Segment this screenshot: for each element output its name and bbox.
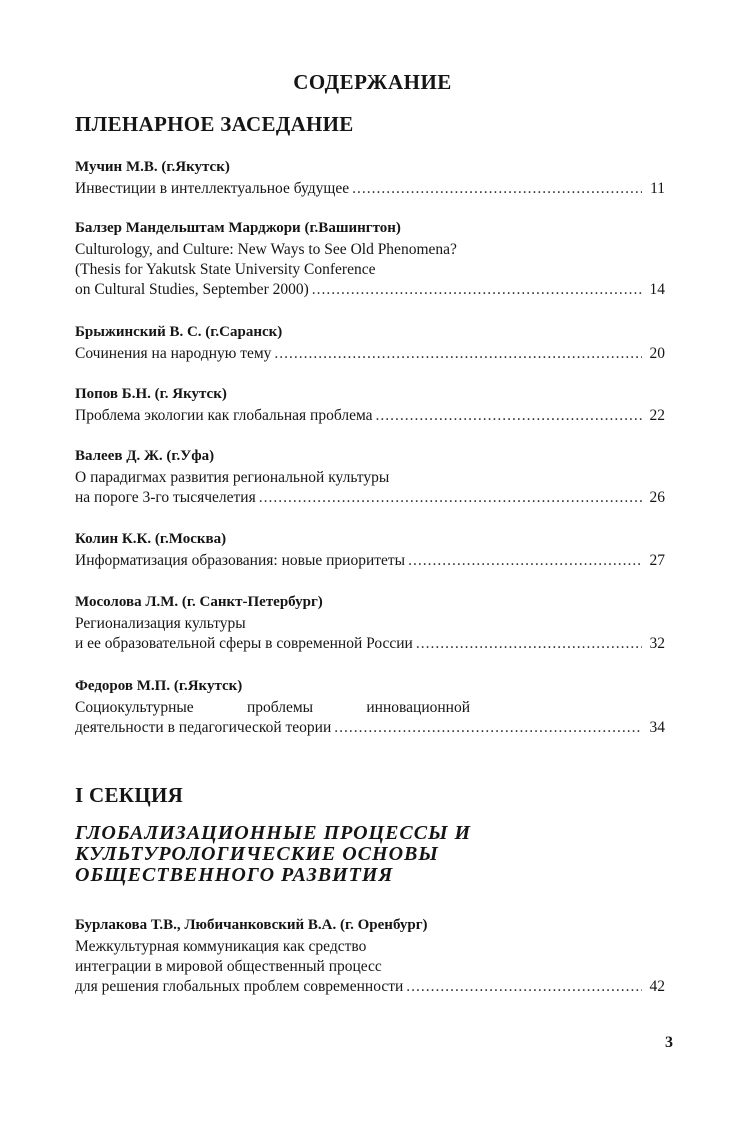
toc-entry — [75, 384, 665, 426]
entry-title-line — [75, 551, 665, 571]
entry-page: 20 — [649, 345, 665, 362]
toc-entry — [75, 592, 665, 654]
entry-page: 14 — [649, 281, 665, 298]
entry-author: Попов Б.Н. (г. Якутск) — [75, 386, 227, 402]
entry-title: на пороге 3-го тысячелетия — [75, 489, 256, 506]
subtitle-line: КУЛЬТУРОЛОГИЧЕСКИЕ ОСНОВЫ — [75, 843, 439, 865]
entry-author: Мосолова Л.М. (г. Санкт-Петербург) — [75, 594, 323, 610]
toc-entry — [75, 529, 665, 571]
entry-title: Проблема экологии как глобальная проблема — [75, 407, 373, 424]
entry-page: 32 — [649, 635, 665, 652]
entry-title-line: Межкультурная коммуникация как средство — [75, 938, 367, 955]
entry-page: 42 — [649, 978, 665, 995]
entry-title: для решения глобальных проблем современности — [75, 978, 404, 995]
entry-author: Мучин М.В. (г.Якутск) — [75, 159, 230, 175]
entry-title-line — [75, 698, 470, 718]
entry-title-line — [75, 344, 665, 364]
leader-dots — [259, 488, 642, 508]
entry-page: 11 — [650, 180, 665, 197]
page-number: 3 — [665, 1034, 673, 1051]
entry-title-line — [75, 634, 665, 654]
entry-page: 34 — [649, 719, 665, 736]
entry-author: Бурлакова Т.В., Любичанковский В.А. (г. Оренбург) — [75, 917, 428, 933]
entry-title-line — [75, 718, 665, 738]
entry-author: Колин К.К. (г.Москва) — [75, 531, 227, 547]
entry-title: Сочинения на народную тему — [75, 345, 272, 362]
entry-title-line — [75, 406, 665, 426]
leader-dots — [274, 344, 642, 364]
leader-dots — [376, 406, 642, 426]
entry-title-line — [75, 488, 665, 508]
subtitle-line: ГЛОБАЛИЗАЦИОННЫЕ ПРОЦЕССЫ И — [75, 822, 472, 844]
entry-title-line — [75, 280, 665, 300]
leader-dots — [334, 718, 642, 738]
entry-title-line: интеграции в мировой общественный процесс — [75, 958, 382, 975]
entry-author: Балзер Мандельштам Марджори (г.Вашингтон) — [75, 220, 401, 236]
entry-author: Валеев Д. Ж. (г.Уфа) — [75, 448, 215, 464]
entry-title-line — [75, 179, 665, 199]
toc-entry — [75, 676, 665, 738]
leader-dots — [408, 551, 642, 571]
justified-word: инновационной — [366, 699, 470, 716]
entry-title: on Cultural Studies, September 2000) — [75, 281, 309, 298]
entry-title: Инвестиции в интеллектуальное будущее — [75, 180, 350, 197]
contents-title: СОДЕРЖАНИЕ — [293, 70, 452, 94]
leader-dots — [312, 280, 642, 300]
entry-title-line: Culturology, and Culture: New Ways to See Old Phenomena? — [75, 241, 457, 258]
entry-title-line: (Thesis for Yakutsk State University Conference — [75, 261, 376, 278]
toc-entry — [75, 218, 665, 300]
leader-dots — [406, 977, 642, 997]
entry-author: Федоров М.П. (г.Якутск) — [75, 678, 243, 694]
toc-entry — [75, 915, 665, 997]
justified-word: Социокультурные — [75, 699, 194, 716]
section-1-heading: I СЕКЦИЯ — [75, 783, 184, 807]
entry-title: деятельности в педагогической теории — [75, 719, 332, 736]
section-1-subtitle — [75, 823, 635, 886]
entry-page: 27 — [649, 552, 665, 569]
leader-dots — [416, 634, 642, 654]
plenary-heading: ПЛЕНАРНОЕ ЗАСЕДАНИЕ — [75, 112, 354, 136]
toc-entry — [75, 322, 665, 364]
entry-title: Информатизация образования: новые приоритеты — [75, 552, 406, 569]
entry-title-line — [75, 977, 665, 997]
toc-entry — [75, 446, 665, 508]
subtitle-line: ОБЩЕСТВЕННОГО РАЗВИТИЯ — [75, 864, 394, 886]
leader-dots — [352, 179, 642, 199]
entry-page: 26 — [649, 489, 665, 506]
entry-title-line: О парадигмах развития региональной культуры — [75, 469, 390, 486]
toc-entry — [75, 157, 665, 199]
justified-word: проблемы — [246, 699, 314, 716]
entry-title-line: Регионализация культуры — [75, 615, 246, 632]
entry-page: 22 — [649, 407, 665, 424]
entry-author: Брыжинский В. С. (г.Саранск) — [75, 324, 283, 340]
entry-title: и ее образовательной сферы в современной России — [75, 635, 413, 652]
